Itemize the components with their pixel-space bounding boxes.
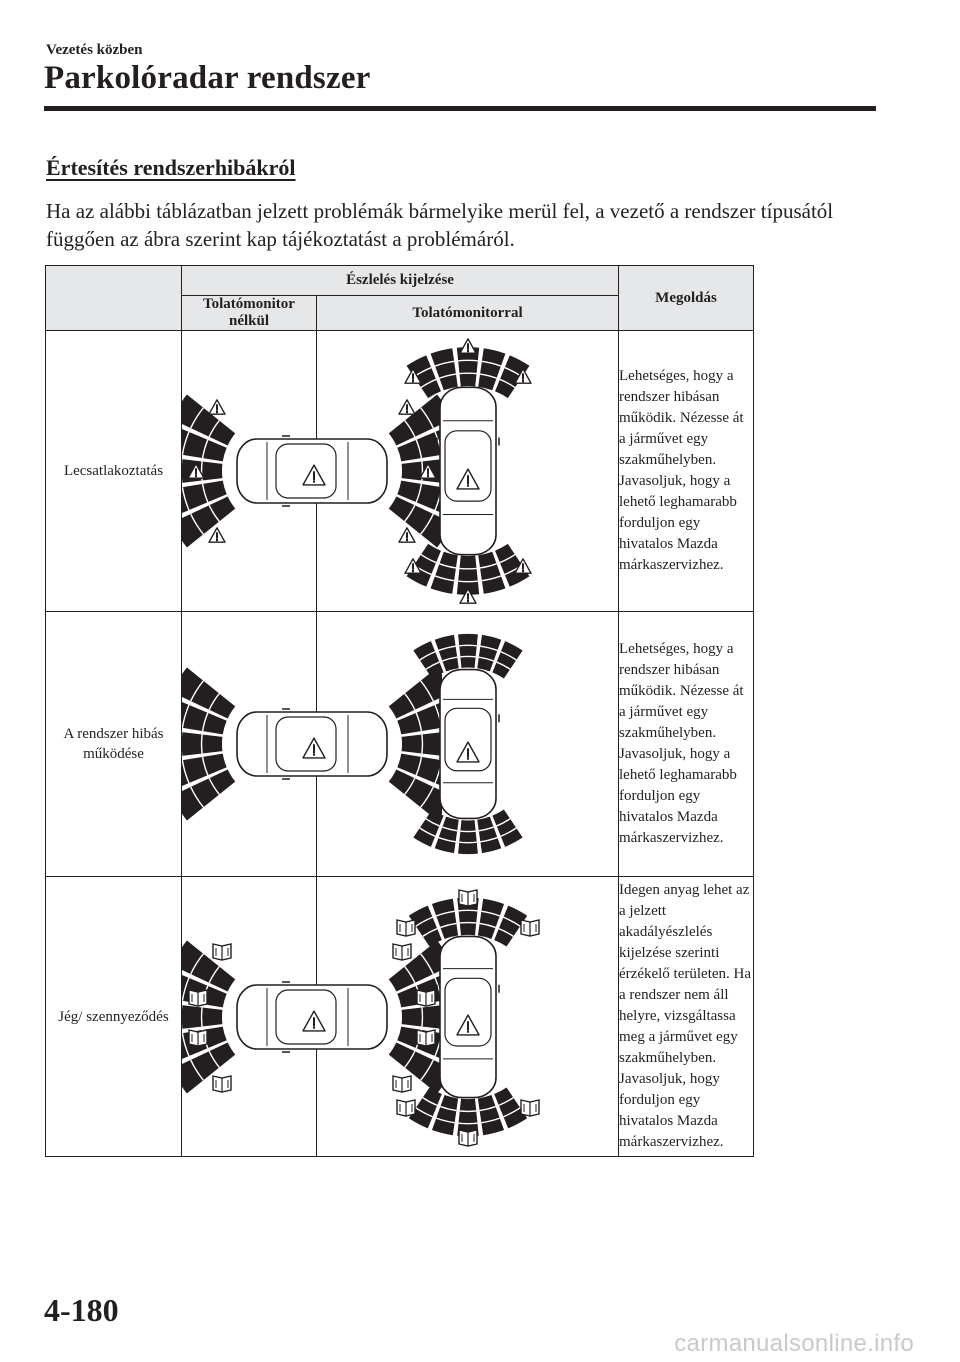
car-roof: [445, 431, 491, 501]
warning-icon-dot: [467, 1030, 469, 1032]
solution-text: Lehetséges, hogy a rendszer hibásan működik. Nézesse át a járművet egy szakműhelyben. Javasoljuk, hogy a lehető leghamarabb forduljon egy hivatalos Mazda márkaszervizhez.: [619, 612, 754, 877]
warning-icon-bar: [406, 532, 408, 538]
intro-paragraph: Ha az alábbi táblázatban jelzett problémák bármelyike merül fel, a vezető a rendszer típusától függően az ábra szerint kap tájékoztatást a problémáról.: [46, 199, 834, 251]
solution-text: Lehetséges, hogy a rendszer hibásan működik. Nézesse át a járművet egy szakműhelyben. Javasoljuk, hogy a lehető leghamarabb forduljon egy hivatalos Mazda márkaszervizhez.: [619, 331, 754, 612]
car-roof: [276, 717, 336, 771]
warning-icon-dot: [467, 758, 469, 760]
warning-icon-dot: [216, 411, 218, 413]
figure-no-monitor: [182, 612, 317, 877]
warning-icon-dot: [467, 600, 469, 602]
row-label: A rendszer hibás működése: [46, 612, 182, 877]
zone-ring-line: [202, 1007, 203, 1026]
warning-icon-bar: [412, 563, 414, 569]
warning-icon-dot: [216, 539, 218, 541]
warning-icon-dot: [406, 539, 408, 541]
warning-icon-dot: [313, 1026, 315, 1028]
warning-icon-bar: [195, 468, 197, 474]
table-row: [46, 612, 960, 877]
sensor-zone-segment: [458, 634, 478, 668]
watermark: carmanualsonline.info: [674, 1330, 914, 1357]
row-label: Lecsatlakoztatás: [46, 331, 182, 612]
warning-icon-bar: [216, 532, 218, 538]
warning-icon-bar: [406, 404, 408, 410]
warning-icon-bar: [467, 748, 469, 757]
warning-icon-bar: [313, 471, 315, 480]
figure-no-monitor: [182, 877, 317, 1157]
sensor-zone-segment: [458, 820, 478, 854]
table-row: [46, 877, 960, 1157]
car-roof: [276, 444, 336, 498]
header-solution: Megoldás: [619, 266, 754, 331]
warning-icon-bar: [427, 468, 429, 474]
warning-icon-bar: [467, 593, 469, 599]
header-display-group: Észlelés kijelzése: [182, 266, 619, 296]
warning-icon-dot: [313, 481, 315, 483]
warning-icon-dot: [412, 570, 414, 572]
subheading: Értesítés rendszerhibákról: [46, 155, 296, 180]
warning-icon-dot: [195, 475, 197, 477]
warning-icon-bar: [412, 373, 414, 379]
warning-icon-bar: [467, 343, 469, 349]
header-no-monitor: Tolatómonitor nélkül: [182, 296, 317, 331]
warning-icon-bar: [522, 373, 524, 379]
warning-icon-dot: [467, 350, 469, 352]
page-number: 4-180: [44, 1292, 119, 1328]
warning-icon-bar: [522, 563, 524, 569]
warning-icon-bar: [313, 1017, 315, 1026]
section-label: Vezetés közben: [46, 42, 143, 58]
solution-text: Idegen anyag lehet az a jelzett akadályészlelés kijelzése szerinti érzékelő területen. Ha a rendszer nem áll helyre, vizsgáltassa meg a járművet egy szakműhelyben. Javasoljuk, hogy forduljon egy hivatalos Mazda márkaszervizhez.: [619, 877, 754, 1157]
warning-icon-dot: [522, 380, 524, 382]
warning-icon-bar: [467, 475, 469, 484]
error-table: [45, 265, 960, 1157]
warning-icon-dot: [467, 485, 469, 487]
car-roof: [445, 978, 491, 1046]
page-title: Parkolóradar rendszer: [44, 60, 371, 96]
table-row: [46, 331, 960, 612]
zone-ring-line: [422, 734, 423, 753]
warning-icon-dot: [406, 411, 408, 413]
warning-icon-dot: [522, 570, 524, 572]
warning-icon-dot: [412, 380, 414, 382]
warning-icon-bar: [216, 404, 218, 410]
row-label: Jég/ szennyeződés: [46, 877, 182, 1157]
warning-icon-bar: [313, 744, 315, 753]
car-roof: [276, 990, 336, 1044]
header-with-monitor: Tolatómonitorral: [317, 296, 619, 331]
zone-ring-line: [422, 1007, 423, 1026]
warning-icon-dot: [313, 754, 315, 756]
warning-icon-bar: [467, 1021, 469, 1030]
title-rule: [44, 106, 876, 111]
header-empty-cell: [46, 266, 182, 331]
warning-icon-dot: [427, 475, 429, 477]
figure-no-monitor: [182, 331, 317, 612]
zone-ring-line: [202, 734, 203, 753]
